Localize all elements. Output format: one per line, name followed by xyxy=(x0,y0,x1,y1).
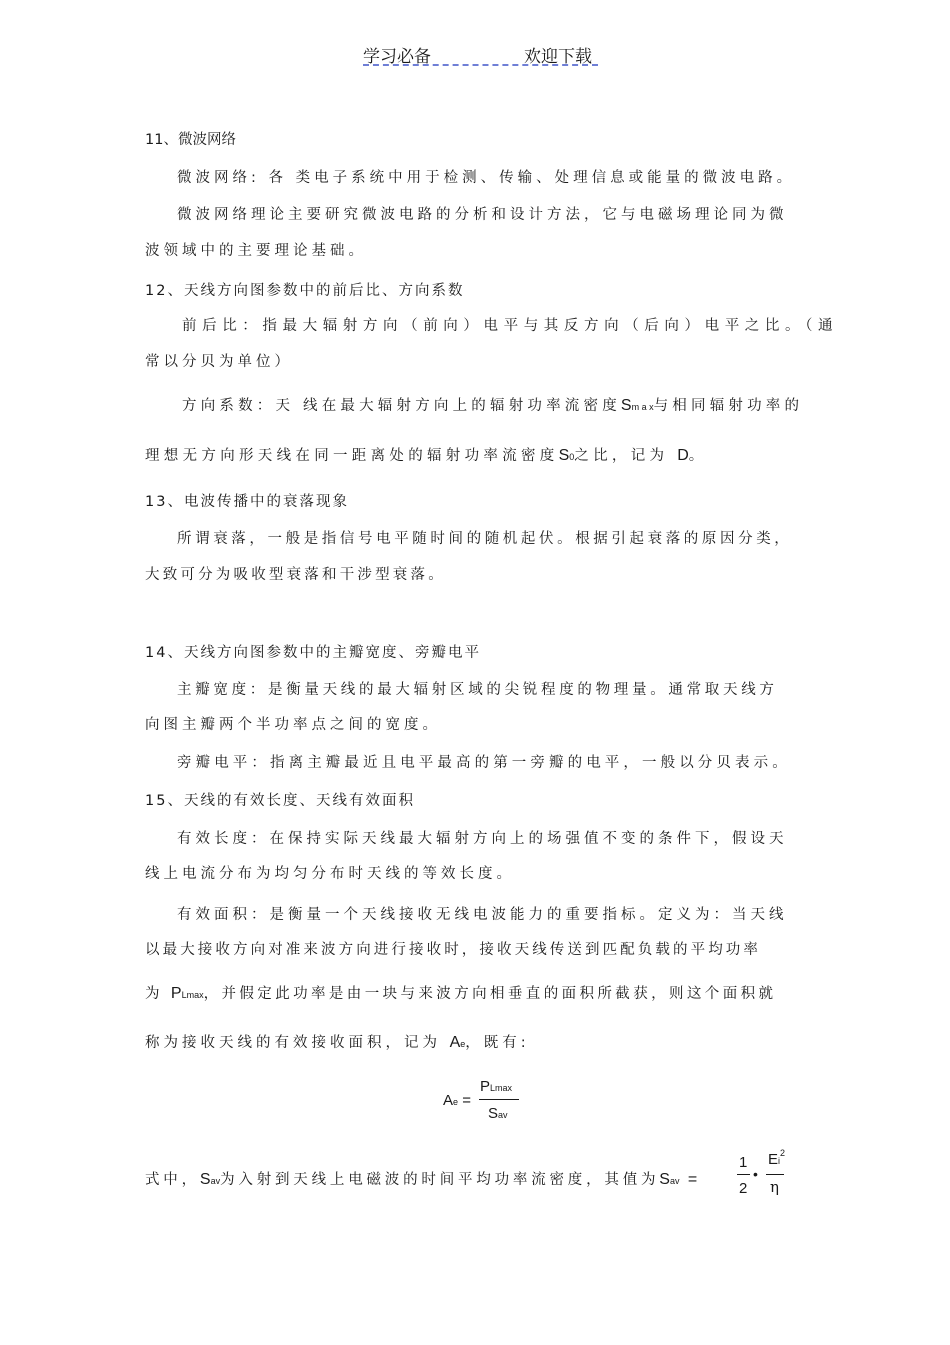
s0-symbol: S xyxy=(558,447,570,464)
s12-paragraph-2b xyxy=(145,444,708,465)
s12-paragraph-1b: 常以分贝为单位） xyxy=(145,354,293,370)
formula-num-symbol: P xyxy=(480,1078,491,1095)
section-12-title: 12、天线方向图参数中的前后比、方向系数 xyxy=(145,283,465,299)
s11-paragraph-1: 微波网络: 各 类电子系统中用于检测、传输、处理信息或能量的微波电路。 xyxy=(177,170,796,186)
s15-paragraph-2b: 以最大接收方向对准来波方向进行接收时，接收天线传送到匹配负载的平均功率 xyxy=(145,942,761,958)
ae-subscript: e xyxy=(460,1039,466,1049)
s11-paragraph-2b: 波领域中的主要理论基础。 xyxy=(145,243,367,259)
multiply-dot: • xyxy=(753,1166,758,1182)
formula-denominator xyxy=(488,1105,508,1122)
eta-denominator: η xyxy=(770,1178,779,1196)
formula-fraction-bar xyxy=(479,1099,519,1100)
s15-p2d-post: ，既有: xyxy=(465,1035,530,1051)
formula-lhs-symbol: A xyxy=(443,1092,454,1109)
e-symbol: E xyxy=(768,1151,779,1168)
d-symbol: D xyxy=(677,447,689,464)
s15-p2c-post: ，并假定此功率是由一块与来波方向相垂直的面积所截获，则这个面积就 xyxy=(203,986,777,1002)
section-15-title: 15、天线的有效长度、天线有效面积 xyxy=(145,793,415,809)
formula-numerator xyxy=(480,1078,512,1095)
sav-subscript: av xyxy=(210,1176,221,1186)
sav-symbol: S xyxy=(199,1171,211,1188)
final-pre: 式中， xyxy=(145,1172,200,1188)
formula-equals: = xyxy=(462,1092,471,1109)
formula-num-subscript: Lmax xyxy=(490,1083,513,1093)
s15-p2c-pre: 为 xyxy=(145,986,163,1002)
half-denominator: 2 xyxy=(739,1180,748,1197)
e-fraction-bar xyxy=(766,1174,784,1175)
final-mid: 为入射到天线上电磁波的时间平均功率流密度，其值为 xyxy=(220,1172,660,1188)
s12-p2b-end: 。 xyxy=(688,448,708,464)
s14-paragraph-2: 旁瓣电平：指离主瓣最近且电平最高的第一旁瓣的电平，一般以分贝表示。 xyxy=(177,755,791,771)
half-fraction-bar xyxy=(737,1174,750,1175)
s15-paragraph-1b: 线上电流分布为均匀分布时天线的等效长度。 xyxy=(145,866,515,882)
s15-paragraph-2a: 有效面积：是衡量一个天线接收无线电波能力的重要指标。定义为：当天线 xyxy=(177,907,788,923)
sav2-symbol: S xyxy=(659,1171,670,1188)
s13-paragraph-1b: 大致可分为吸收型衰落和干涉型衰落。 xyxy=(145,567,446,583)
s12-p2b-mid: 之比，记为 xyxy=(574,448,669,464)
section-14-title: 14、天线方向图参数中的主瓣宽度、旁瓣电平 xyxy=(145,645,481,661)
s15-p2d-pre: 称为接收天线的有效接收面积，记为 xyxy=(145,1035,441,1051)
e-superscript: 2 xyxy=(780,1148,786,1158)
plmax-symbol: P xyxy=(170,985,182,1002)
s12-paragraph-1a: 前后比：指最大辐射方向（前向）电平与其反方向（后向）电平之比。（通 xyxy=(182,318,839,334)
s15-paragraph-2c xyxy=(145,982,776,1003)
s15-paragraph-2d xyxy=(145,1031,530,1052)
s12-p2a-text: 方向系数：天 线在最大辐射方向上的辐射功率流密度 xyxy=(182,398,621,414)
formula-lhs-subscript: e xyxy=(453,1097,459,1107)
s14-paragraph-1a: 主瓣宽度：是衡量天线的最大辐射区域的尖锐程度的物理量。通常取天线方 xyxy=(177,682,778,698)
sav2-subscript: av xyxy=(669,1176,680,1186)
s14-paragraph-1b: 向图主瓣两个半功率点之间的宽度。 xyxy=(145,717,441,733)
s11-paragraph-2a: 微波网络理论主要研究微波电路的分析和设计方法，它与电磁场理论同为微 xyxy=(177,207,788,223)
ae-symbol: A xyxy=(449,1034,461,1051)
plmax-subscript: Lmax xyxy=(181,990,204,1000)
final-paragraph xyxy=(145,1168,697,1189)
e-numerator xyxy=(768,1148,786,1168)
s15-paragraph-1a: 有效长度：在保持实际天线最大辐射方向上的场强值不变的条件下，假设天 xyxy=(177,831,788,847)
e-subscript: i xyxy=(778,1156,781,1166)
header-left-text: 学习必备 xyxy=(363,47,431,67)
section-13-title: 13、电波传播中的衰落现象 xyxy=(145,494,349,510)
final-equals: = xyxy=(687,1171,698,1188)
formula-den-subscript: av xyxy=(498,1110,508,1120)
smax-symbol: S xyxy=(620,397,632,414)
s12-p2a-text-end: 与相同辐射功率的 xyxy=(653,398,804,414)
formula-den-symbol: S xyxy=(488,1105,499,1122)
s13-paragraph-1a: 所谓衰落，一般是指信号电平随时间的随机起伏。根据引起衰落的原因分类， xyxy=(177,531,793,547)
smax-subscript: m a x xyxy=(631,402,654,412)
section-11-title: 11、微波网络 xyxy=(145,132,236,148)
formula-lhs xyxy=(443,1092,471,1109)
s12-p2b-text: 理想无方向形天线在同一距离处的辐射功率流密度 xyxy=(145,448,559,464)
s12-paragraph-2a xyxy=(182,394,803,415)
s0-subscript: 0 xyxy=(569,452,575,462)
header-right-text: 欢迎下载 xyxy=(524,47,592,67)
page-header xyxy=(363,40,598,66)
half-numerator: 1 xyxy=(739,1154,748,1171)
